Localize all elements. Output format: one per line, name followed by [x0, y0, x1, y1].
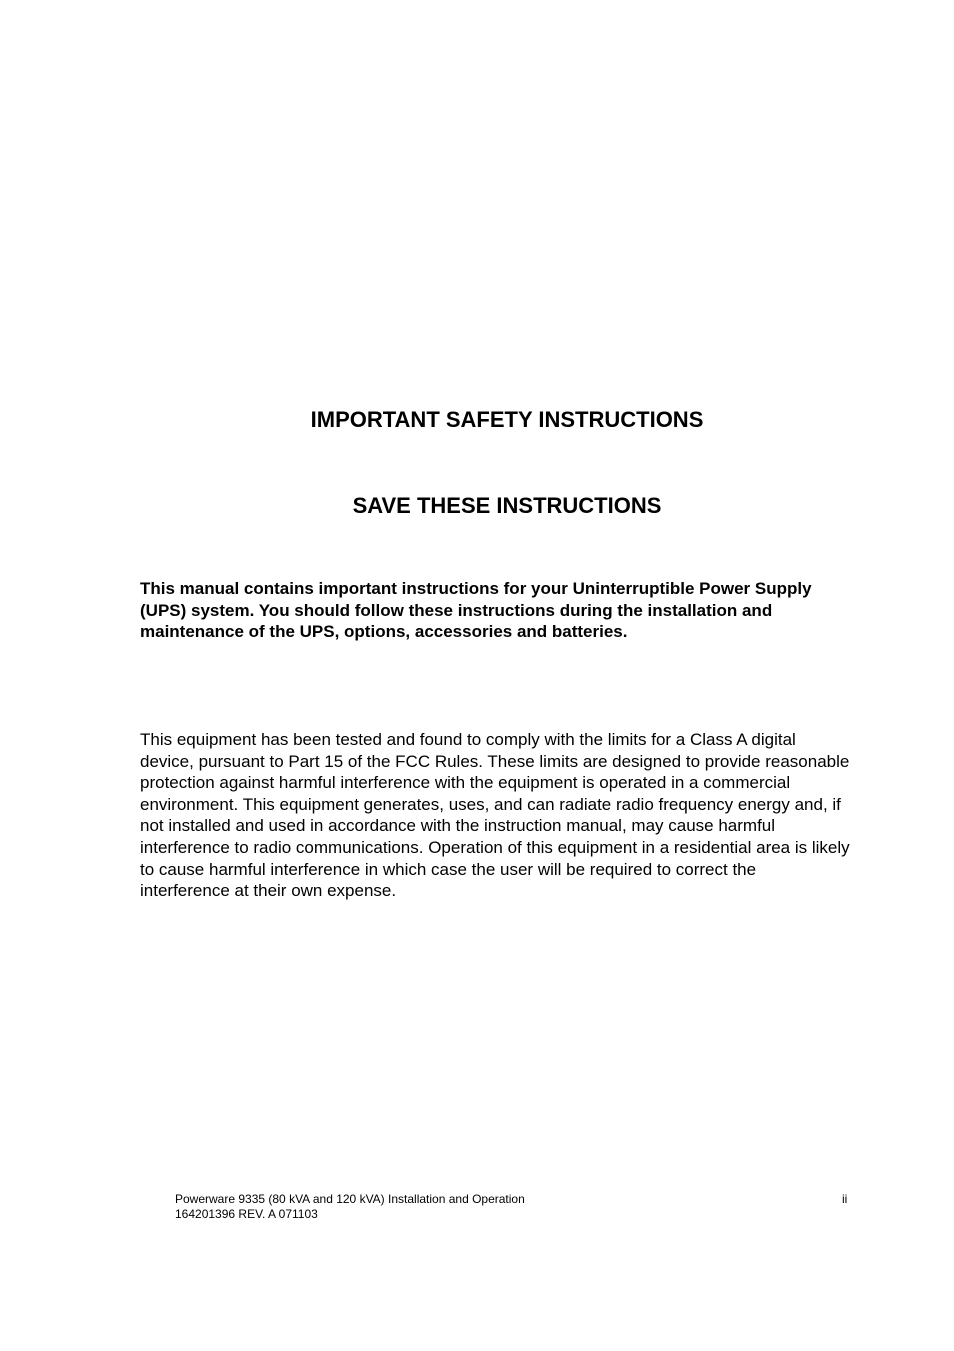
footer-title: Powerware 9335 (80 kVA and 120 kVA) Installation and Operation	[175, 1192, 525, 1206]
save-instructions-heading: SAVE THESE INSTRUCTIONS	[352, 493, 662, 518]
footer-doc-number: 164201396 REV. A 071103	[175, 1207, 318, 1221]
fcc-notice-paragraph: This equipment has been tested and found to comply with the limits for a Class A digital device, pursuant to Part 15 of the FCC Rules. These limits are designed to provide reasonable protection against harmful interference with the equipment is operated in a commercial environment. This equipment generates, uses, and can radiate radio frequency energy and, if not installed and used in accordance with the instruction manual, may cause harmful interference to radio communications. Operation of this equipment in a residential area is likely to cause harmful interference in which case the user will be required to correct the interference at their own expense.	[140, 730, 850, 901]
page-number: ii	[842, 1192, 848, 1206]
page-footer	[175, 1192, 855, 1222]
intro-paragraph: This manual contains important instructions for your Uninterruptible Power Supply (UPS) system. You should follow these instructions during the installation and maintenance of the UPS, options, accessories and batteries.	[140, 579, 812, 642]
safety-heading: IMPORTANT SAFETY INSTRUCTIONS	[310, 407, 704, 432]
